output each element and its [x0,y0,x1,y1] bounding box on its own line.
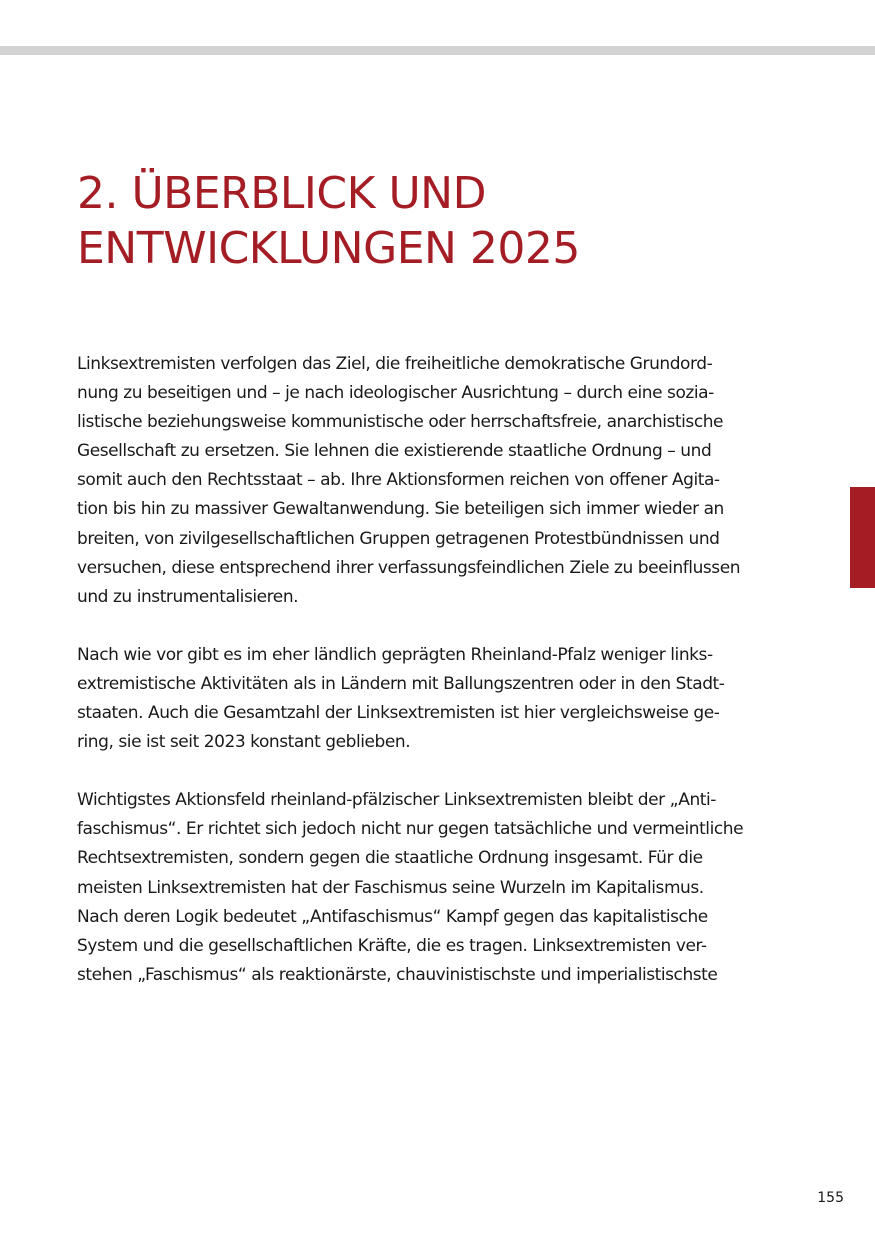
text-line: Linksextremisten verfolgen das Ziel, die freiheitliche demokratische Grundord- [77,354,713,374]
chapter-title-line: ENTWICKLUNGEN 2025 [77,223,580,274]
text-line: Wichtigstes Aktionsfeld rheinland-pfälzischer Linksextremisten bleibt der „Anti- [77,790,716,811]
text-line: Nach wie vor gibt es im eher ländlich geprägten Rheinland-Pfalz weniger links- [77,644,713,665]
chapter-title-line: 2. ÜBERBLICK UND [77,168,486,219]
text-line: Rechtsextremisten, sondern gegen die staatliche Ordnung insgesamt. Für die [77,848,703,869]
text-line: extremistische Aktivitäten als in Ländern mit Ballungszentren oder in den Stadt- [77,673,725,694]
text-line: und zu instrumentalisieren. [77,586,299,607]
chapter-tab-marker [850,487,875,588]
body-text [77,350,807,1019]
text-line: faschismus“. Er richtet sich jedoch nicht nur gegen tatsächliche und vermeintliche [77,819,744,840]
page-number: 155 [817,1190,844,1206]
text-line: listische beziehungsweise kommunistische oder herrschaftsfreie, anarchistische [77,412,724,433]
text-line: Gesellschaft zu ersetzen. Sie lehnen die existierende staatliche Ordnung – und [77,441,712,462]
text-line: meisten Linksextremisten hat der Faschismus seine Wurzeln im Kapitalismus. [77,877,704,898]
paragraph-3 [77,786,807,990]
chapter-title [77,166,817,276]
text-line: breiten, von zivilgesellschaftlichen Gruppen getragenen Protestbündnissen und [77,528,720,549]
text-line: ring, sie ist seit 2023 konstant geblieben. [77,732,411,753]
text-line: somit auch den Rechtsstaat – ab. Ihre Aktionsformen reichen von offener Agita- [77,470,720,491]
text-line: Nach deren Logik bedeutet „Antifaschismus“ Kampf gegen das kapitalistische [77,906,708,927]
text-line: versuchen, diese entsprechend ihrer verfassungsfeindlichen Ziele zu beeinflussen [77,557,741,578]
text-line: stehen „Faschismus“ als reaktionärste, chauvinistischste und imperialistischste [77,964,718,985]
text-line: tion bis hin zu massiver Gewaltanwendung. Sie beteiligen sich immer wieder an [77,499,724,520]
paragraph-2 [77,641,807,757]
text-line: System und die gesellschaftlichen Kräfte, die es tragen. Linksextremisten ver- [77,935,707,956]
paragraph-1 [77,350,807,612]
text-line: staaten. Auch die Gesamtzahl der Linksextremisten ist hier vergleichsweise ge- [77,703,720,724]
top-rule [0,46,875,55]
text-line: nung zu beseitigen und – je nach ideologischer Ausrichtung – durch eine sozia- [77,383,714,404]
